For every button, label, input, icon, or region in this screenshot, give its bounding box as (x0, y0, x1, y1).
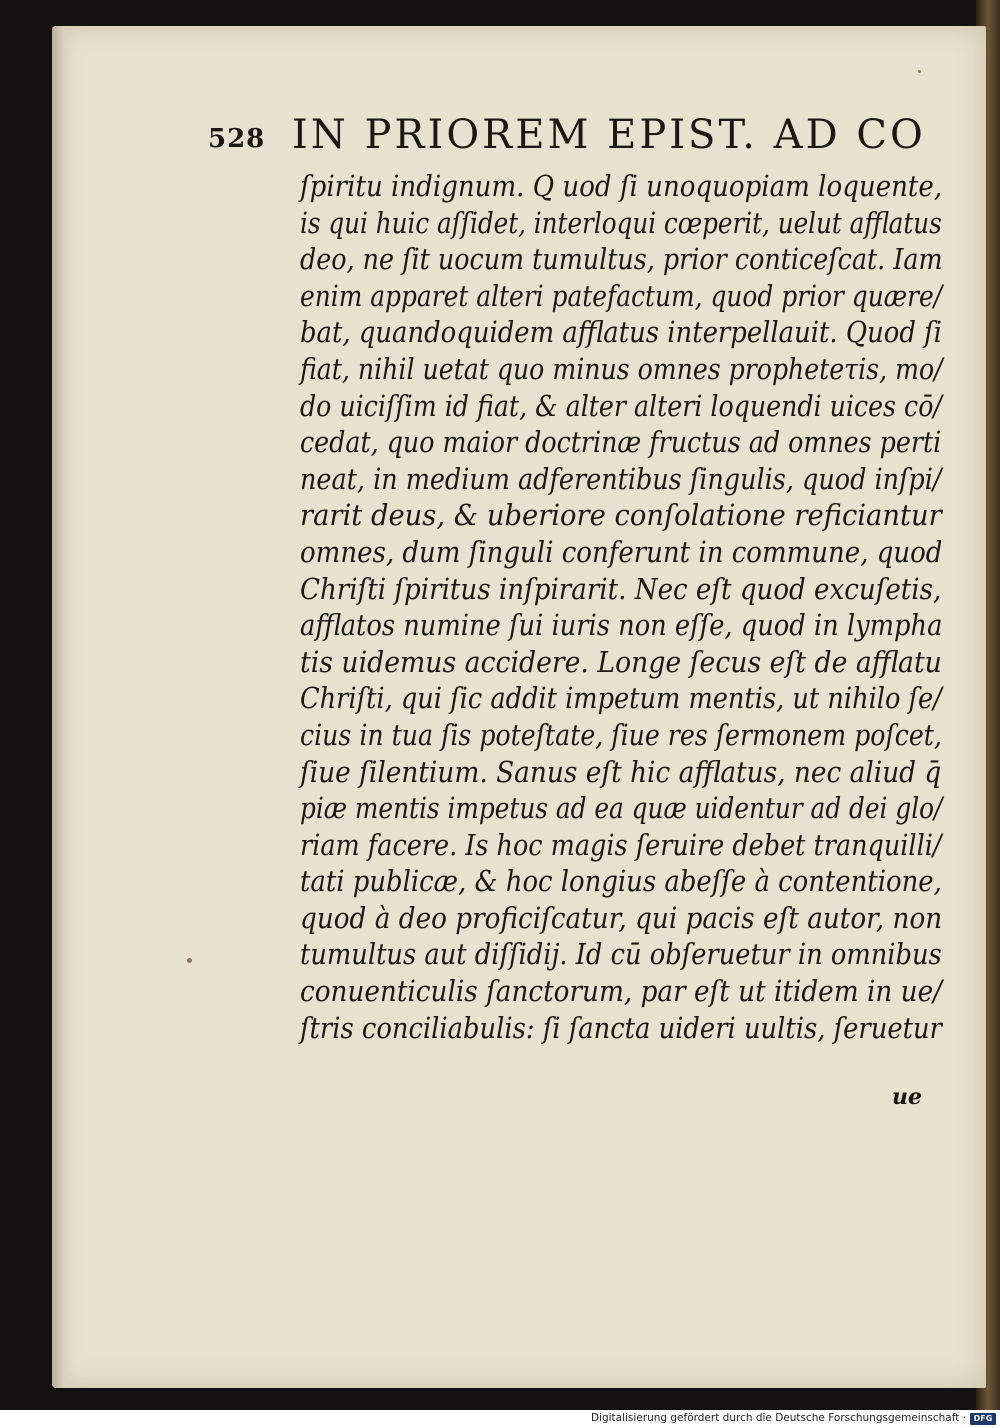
running-title: IN PRIOREM EPIST. AD CO (292, 112, 926, 158)
dfg-logo-icon: DFG (970, 1413, 996, 1425)
page-header (208, 112, 938, 162)
text-line: Chriſti ſpiritus inſpirarit. Nec eſt quod excuſetis, (300, 571, 942, 606)
text-line: ſtris conciliabulis: ſi ſancta uideri uultis, ſeruetur (300, 1010, 942, 1045)
text-line: cedat, quo maior doctrinæ fructus ad omnes perti (300, 425, 942, 460)
text-line: piæ mentis impetus ad ea quæ uidentur ad dei glo/ (300, 791, 943, 826)
text-line: Chriſti, qui ſic addit impetum mentis, ut nihilo ſe/ (300, 681, 942, 716)
text-line: omnes, dum ſinguli conferunt in commune, quod (300, 534, 943, 569)
text-line: is qui huic aſſidet, interloqui cœperit, uelut afflatus (300, 205, 942, 240)
text-line: fiat, nihil uetat quo minus omnes propheteτis, mo/ (300, 351, 943, 386)
text-line: riam facere. Is hoc magis ſeruire debet tranquilli/ (300, 827, 942, 862)
page-spine-shadow (52, 26, 72, 1388)
text-line: tumultus aut diſſidij. Id cū obſeruetur in omnibus (300, 937, 942, 972)
text-line: tati publicæ, & hoc longius abeſſe à contentione, (300, 864, 942, 899)
body-text (300, 168, 950, 1046)
funding-credit: Digitalisierung gefördert durch die Deutsche Forschungsgemeinschaft · (590, 1412, 966, 1424)
text-line: conuenticulis ſanctorum, par eſt ut itidem in ue/ (300, 974, 943, 1009)
text-line: do uiciſſim id fiat, & alter alteri loquendi uices cō/ (300, 388, 942, 423)
text-line: ſiue ſilentium. Sanus eſt hic afflatus, nec aliud q̄ (300, 754, 942, 789)
text-line: neat, in medium adferentibus ſingulis, quod inſpi/ (300, 461, 942, 496)
text-line: deo, ne ſit uocum tumultus, prior conticeſcat. Iam (300, 242, 943, 277)
text-line: rarit deus, & uberiore conſolatione reficiantur (300, 498, 942, 533)
text-line: quod à deo proficiſcatur, qui pacis eſt autor, non (300, 900, 943, 935)
page-number: 528 (208, 124, 266, 154)
catchword: ue (892, 1084, 922, 1110)
text-line: bat, quandoquidem afflatus interpellauit. Quod ſi (300, 315, 942, 350)
digitization-footer (0, 1410, 1000, 1428)
text-line: afflatos numine ſui iuris non eſſe, quod in lympha (300, 608, 943, 643)
paper-speck (918, 70, 921, 73)
text-line: tis uidemus accidere. Longe ſecus eſt de afflatu (300, 644, 942, 679)
text-line: ſpiritu indignum. Q uod ſi unoquopiam loquente, (300, 169, 943, 203)
text-line: cius in tua ſis poteſtate, ſiue res ſermonem poſcet, (300, 717, 942, 752)
paper-speck (187, 958, 192, 963)
text-line: enim apparet alteri patefactum, quod prior quære/ (300, 278, 943, 313)
